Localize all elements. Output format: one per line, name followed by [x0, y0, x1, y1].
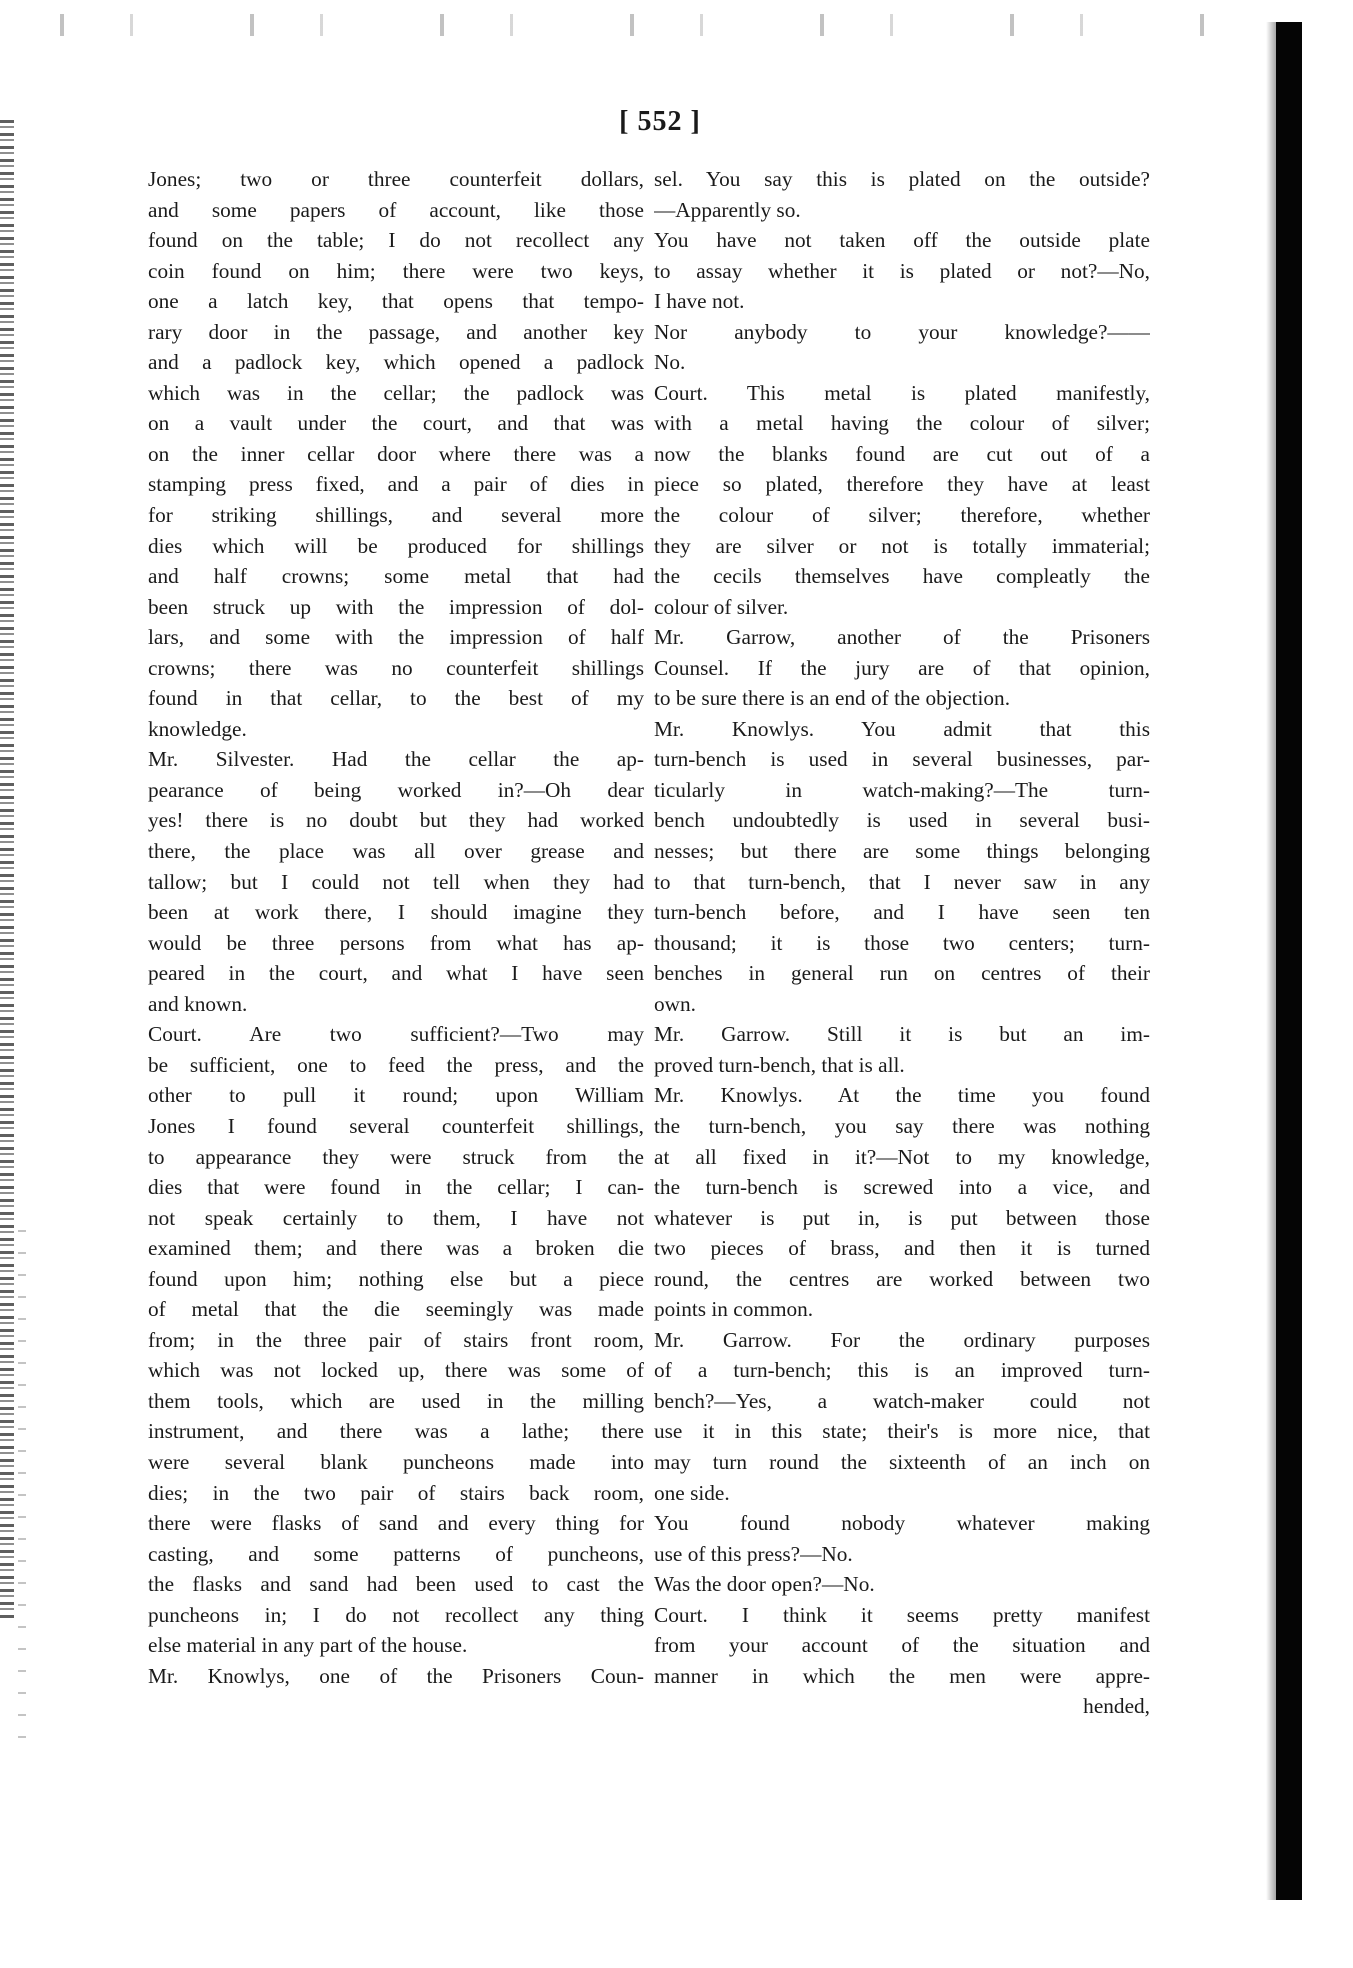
text-line: ticularly in watch-making?—The turn-	[654, 777, 1150, 802]
text-line: and some papers of account, like those	[148, 197, 644, 222]
text-line: pearance of being worked in?—Oh dear	[148, 777, 644, 802]
text-line: turn-bench is used in several businesses, par-	[654, 747, 1150, 772]
text-line: may turn round the sixteenth of an inch on	[654, 1449, 1150, 1474]
text-line: other to pull it round; upon William	[148, 1083, 644, 1108]
text-line: coin found on him; there were two keys,	[148, 258, 644, 283]
text-line: Mr. Garrow, another of the Prisoners	[654, 625, 1150, 650]
text-line: —Apparently so.	[654, 197, 801, 222]
text-line: thousand; it is those two centers; turn-	[654, 930, 1150, 955]
page-number: [ 552 ]	[619, 106, 701, 137]
text-line: dies which will be produced for shillings	[148, 533, 644, 558]
text-line: on the inner cellar door where there was a	[148, 441, 644, 466]
text-line: piece so plated, therefore they have at least	[654, 472, 1150, 497]
text-line: found upon him; nothing else but a piece	[148, 1266, 644, 1291]
text-line: manner in which the men were appre-	[654, 1663, 1150, 1688]
text-line: Was the door open?—No.	[654, 1572, 875, 1597]
text-line: Court. Are two sufficient?—Two may	[148, 1022, 644, 1047]
text-line: crowns; there was no counterfeit shillings	[148, 655, 644, 680]
text-line: from your account of the situation and	[654, 1633, 1150, 1658]
text-line: for striking shillings, and several more	[148, 503, 644, 528]
text-line: knowledge.	[148, 716, 247, 741]
text-line: dies that were found in the cellar; I can-	[148, 1175, 644, 1200]
text-line: and half crowns; some metal that had	[148, 564, 644, 589]
text-line: Mr. Knowlys. You admit that this	[654, 716, 1150, 741]
text-line: colour of silver.	[654, 594, 789, 619]
text-line: No.	[654, 350, 686, 375]
text-line: the turn-bench is screwed into a vice, and	[654, 1175, 1150, 1200]
text-line: sel. You say this is plated on the outside?	[654, 167, 1150, 191]
right-text-column	[654, 164, 1150, 1722]
text-line: dies; in the two pair of stairs back room,	[148, 1480, 644, 1505]
text-line: stamping press fixed, and a pair of dies in	[148, 472, 644, 497]
text-line: tallow; but I could not tell when they had	[148, 869, 644, 894]
text-line: points in common.	[654, 1297, 814, 1322]
text-line: on a vault under the court, and that was	[148, 411, 644, 436]
text-line: to assay whether it is plated or not?—No,	[654, 258, 1150, 283]
text-line: one a latch key, that opens that tempo-	[148, 289, 644, 314]
text-line: one side.	[654, 1480, 730, 1505]
text-line: puncheons in; I do not recollect any thing	[148, 1602, 644, 1627]
text-line: which was in the cellar; the padlock was	[148, 380, 644, 405]
binding-shadow	[1266, 22, 1276, 1900]
text-line: not speak certainly to them, I have not	[148, 1205, 644, 1230]
text-line: Mr. Knowlys, one of the Prisoners Coun-	[148, 1663, 644, 1688]
text-line: yes! there is no doubt but they had worked	[148, 808, 644, 833]
text-line: of a turn-bench; this is an improved turn-	[654, 1358, 1150, 1383]
text-line: would be three persons from what has ap-	[148, 930, 644, 955]
text-line: the flasks and sand had been used to cast the	[148, 1572, 644, 1597]
text-line: to be sure there is an end of the objection.	[654, 686, 1011, 711]
text-line: use of this press?—No.	[654, 1541, 853, 1566]
text-line: You have not taken off the outside plate	[654, 228, 1150, 253]
text-line: they are silver or not is totally immaterial;	[654, 533, 1150, 558]
text-line: benches in general run on centres of their	[654, 961, 1150, 986]
text-line: turn-bench before, and I have seen ten	[654, 900, 1150, 925]
left-margin-specks	[18, 1230, 26, 1750]
text-line: lars, and some with the impression of half	[148, 625, 644, 650]
binding-edge	[1276, 22, 1302, 1900]
text-line: nesses; but there are some things belonging	[654, 839, 1150, 864]
text-line: of metal that the die seemingly was made	[148, 1297, 644, 1322]
text-line: use it in this state; their's is more nice, that	[654, 1419, 1150, 1444]
text-line: peared in the court, and what I have seen	[148, 961, 644, 986]
text-line: there, the place was all over grease and	[148, 839, 644, 864]
text-line: with a metal having the colour of silver;	[654, 411, 1150, 436]
text-line: the colour of silver; therefore, whether	[654, 503, 1150, 528]
text-line: two pieces of brass, and then it is turned	[654, 1236, 1150, 1261]
text-line: bench?—Yes, a watch-maker could not	[654, 1388, 1150, 1413]
text-line: I have not.	[654, 289, 745, 314]
text-line: been struck up with the impression of dol-	[148, 594, 644, 619]
text-line: own.	[654, 991, 697, 1016]
text-line: Mr. Knowlys. At the time you found	[654, 1083, 1150, 1108]
text-line: found in that cellar, to the best of my	[148, 686, 644, 711]
text-line: casting, and some patterns of puncheons,	[148, 1541, 644, 1566]
text-line: which was not locked up, there was some of	[148, 1358, 644, 1383]
text-line: instrument, and there was a lathe; there	[148, 1419, 644, 1444]
text-line: else material in any part of the house.	[148, 1633, 468, 1658]
text-line: Counsel. If the jury are of that opinion,	[654, 655, 1150, 680]
text-line: and a padlock key, which opened a padlock	[148, 350, 644, 375]
text-line: found on the table; I do not recollect any	[148, 228, 644, 253]
text-line: there were flasks of sand and every thing for	[148, 1511, 644, 1536]
text-line: Mr. Garrow. For the ordinary purposes	[654, 1327, 1150, 1352]
text-line: examined them; and there was a broken die	[148, 1236, 644, 1261]
text-line: whatever is put in, is put between those	[654, 1205, 1150, 1230]
text-line: You found nobody whatever making	[654, 1511, 1150, 1536]
text-line: round, the centres are worked between two	[654, 1266, 1150, 1291]
text-line: now the blanks found are cut out of a	[654, 441, 1150, 466]
text-line: from; in the three pair of stairs front room,	[148, 1327, 644, 1352]
text-line: and known.	[148, 991, 248, 1016]
text-line: to appearance they were struck from the	[148, 1144, 644, 1169]
top-scan-noise	[0, 14, 1260, 36]
text-line: the cecils themselves have compleatly the	[654, 564, 1150, 589]
text-line: Mr. Silvester. Had the cellar the ap-	[148, 747, 644, 772]
text-line: Mr. Garrow. Still it is but an im-	[654, 1022, 1150, 1047]
text-line: hended,	[1083, 1694, 1150, 1719]
text-line: bench undoubtedly is used in several busi-	[654, 808, 1150, 833]
text-line: proved turn-bench, that is all.	[654, 1052, 905, 1077]
text-line: at all fixed in it?—Not to my knowledge,	[654, 1144, 1150, 1169]
text-line: Nor anybody to your knowledge?——	[654, 319, 1150, 344]
text-line: the turn-bench, you say there was nothing	[654, 1113, 1150, 1138]
text-line: them tools, which are used in the milling	[148, 1388, 644, 1413]
left-scan-edge	[0, 120, 14, 1620]
text-line: to that turn-bench, that I never saw in any	[654, 869, 1150, 894]
text-line: rary door in the passage, and another key	[148, 319, 644, 344]
text-line: were several blank puncheons made into	[148, 1449, 644, 1474]
left-text-column	[148, 164, 644, 1691]
text-line: be sufficient, one to feed the press, and the	[148, 1052, 644, 1077]
text-line: Jones I found several counterfeit shillings,	[148, 1113, 644, 1138]
text-line: Jones; two or three counterfeit dollars,	[148, 167, 644, 191]
text-line: Court. This metal is plated manifestly,	[654, 380, 1150, 405]
text-line: been at work there, I should imagine they	[148, 900, 644, 925]
text-line: Court. I think it seems pretty manifest	[654, 1602, 1150, 1627]
